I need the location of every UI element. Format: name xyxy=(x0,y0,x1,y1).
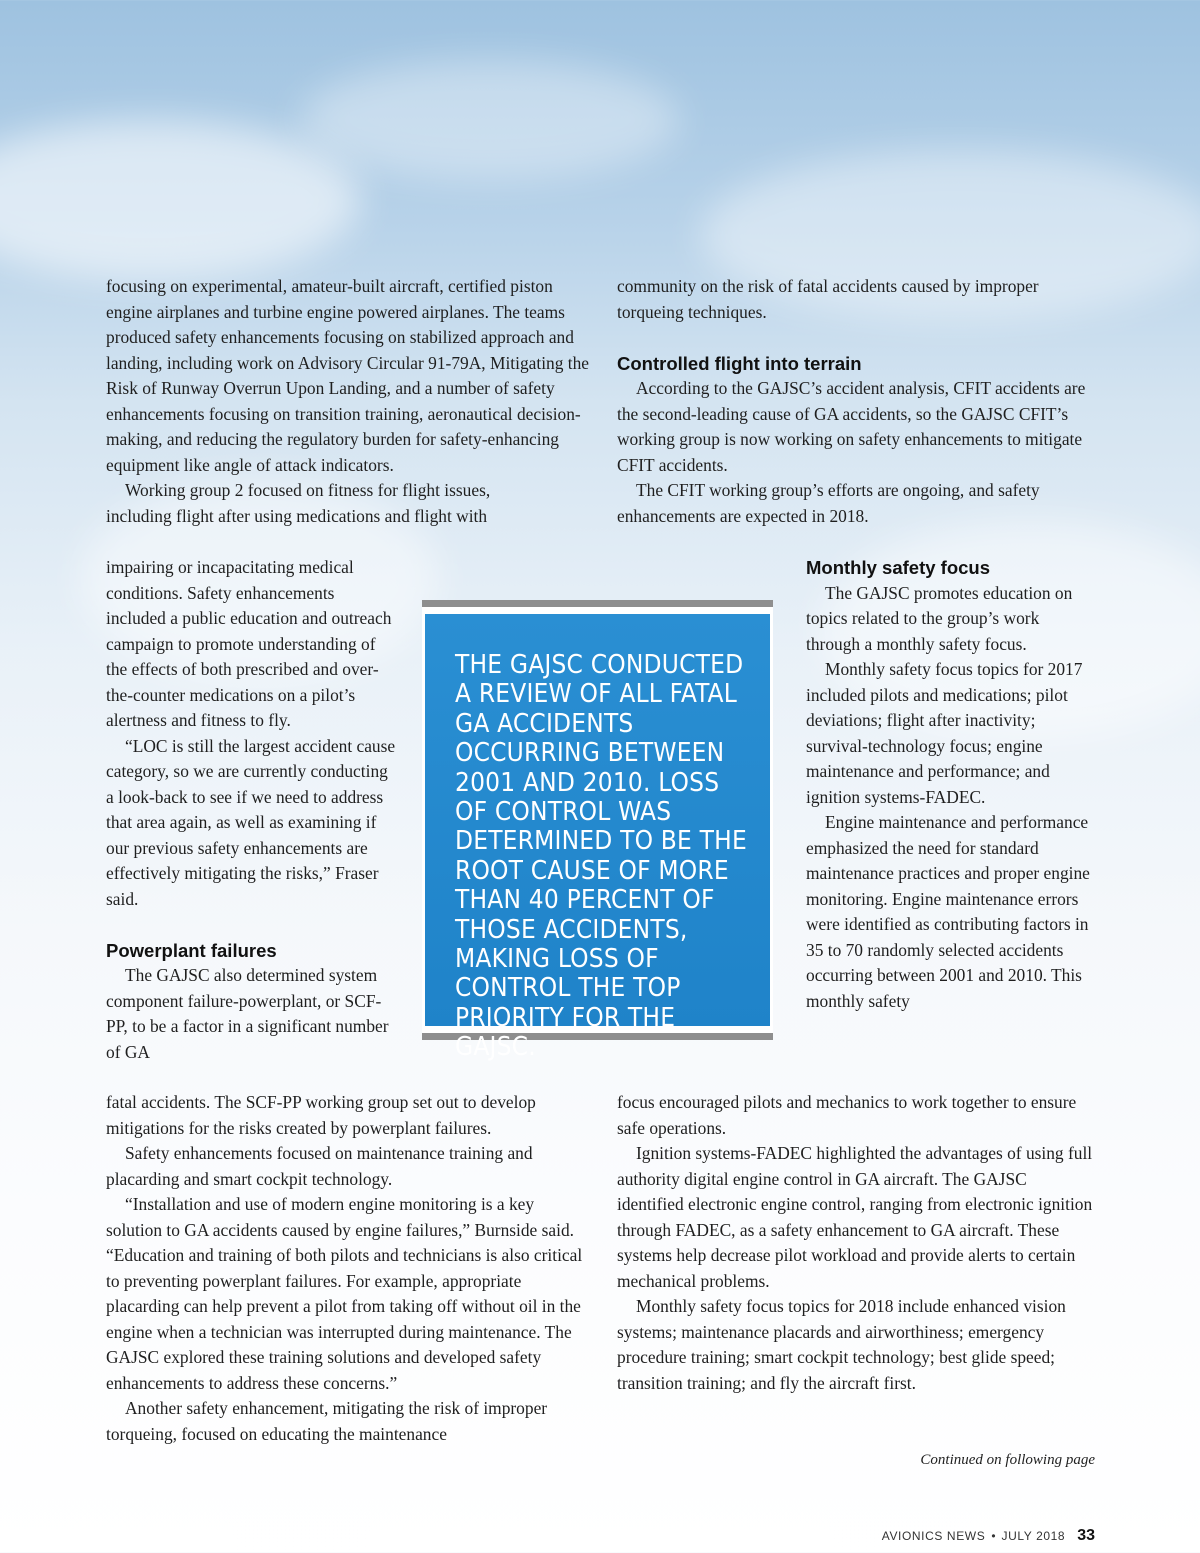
paragraph: impairing or incapacitating medical conditions. Safety enhancements included a public education and outreach campaign to promote understanding of the effects of both prescribed and over-the-counter medications on a pilot’s alertness and fitness to fly. xyxy=(106,557,392,730)
issue-date: JULY 2018 xyxy=(1001,1529,1066,1543)
column-right-bottom xyxy=(617,1090,1095,1396)
paragraph: The GAJSC promotes education on topics related to the group’s work through a monthly safety focus. xyxy=(806,582,1073,654)
column-left-top xyxy=(106,274,593,529)
column-left-bottom xyxy=(106,1090,593,1447)
paragraph: community on the risk of fatal accidents caused by improper torqueing techniques. xyxy=(617,276,1039,322)
paragraph: Working group 2 focused on fitness for flight issues, xyxy=(125,480,491,500)
paragraph: fatal accidents. The SCF-PP working group set out to develop mitigations for the risks created by powerplant failures. xyxy=(106,1092,536,1138)
heading-controlled-flight-into-terrain: Controlled flight into terrain xyxy=(617,352,862,374)
paragraph: Ignition systems-FADEC highlighted the advantages of using full authority digital engine control in GA aircraft. The GAJSC identified electronic engine control, ranging from electronic ignition through FADEC, as a safety enhancement to GA aircraft. These systems help decrease pilot workload and provide alerts to certain mechanical problems. xyxy=(617,1143,1093,1291)
paragraph: Engine maintenance and performance emphasized the need for standard maintenance practices and proper engine monitoring. Engine maintenance errors were identified as contributing factors in 35 to 70 randomly selected accidents occurring between 2001 and 2010. This monthly safety xyxy=(806,812,1090,1011)
paragraph: According to the GAJSC’s accident analysis, CFIT accidents are the second-leading cause of GA accidents, so the GAJSC CFIT’s working group is now working on safety enhancements to mitigate CFIT accidents. xyxy=(617,378,1086,475)
paragraph: The CFIT working group’s efforts are ongoing, and safety enhancements are expected in 2018. xyxy=(617,480,1040,526)
pull-quote-text: THE GAJSC CONDUCTED A REVIEW OF ALL FATAL GA ACCIDENTS OCCURRING BETWEEN 2001 AND 2010. LOSS OF CONTROL WAS DETERMINED TO BE THE ROOT CAUSE OF MORE THAN 40 PERCENT OF THOSE ACCIDENTS, MAKING LOSS OF CONTROL THE TOP PRIORITY FOR THE GAJSC. xyxy=(455,650,747,1063)
spacer xyxy=(617,325,1095,351)
continued-note: Continued on following page xyxy=(920,1452,1095,1468)
paragraph: Monthly safety focus topics for 2018 include enhanced vision systems; maintenance placards and airworthiness; emergency procedure training; smart cockpit technology; best glide speed; transition training; and fly the aircraft first. xyxy=(617,1296,1066,1393)
paragraph: Another safety enhancement, mitigating the risk of improper torqueing, focused on educating the maintenance xyxy=(106,1398,548,1444)
column-right-top xyxy=(617,274,1095,529)
paragraph: The GAJSC also determined system component failure-powerplant, or SCF-PP, to be a factor in a significant number of GA xyxy=(106,965,389,1062)
paragraph: focusing on experimental, amateur-built aircraft, certified piston engine airplanes and turbine engine powered airplanes. The teams produced safety enhancements focusing on stabilized approach and landing, including work on Advisory Circular 91-79A, Mitigating the Risk of Runway Overrun Upon Landing, and a number of safety enhancements focusing on transition training, aeronautical decision-making, and reducing the regulatory burden for safety-enhancing equipment like angle of attack indicators. xyxy=(106,276,590,475)
heading-powerplant-failures: Powerplant failures xyxy=(106,939,277,961)
separator-dot: • xyxy=(991,1529,996,1543)
page-footer xyxy=(860,1527,1095,1545)
pull-quote-background xyxy=(425,614,770,1063)
pull-quote-box xyxy=(422,600,773,1063)
heading-monthly-safety-focus: Monthly safety focus xyxy=(806,557,990,578)
paragraph: “Installation and use of modern engine monitoring is a key solution to GA accidents caused by engine failures,” Burnside said. “Education and training of both pilots and technicians is also critical to preventing powerplant failures. For example, appropriate placarding can help prevent a pilot from taking off without oil in the engine when a technician was interrupted during maintenance. The GAJSC explored these training solutions and developed safety enhancements to address these concerns.” xyxy=(106,1194,583,1393)
paragraph: “LOC is still the largest accident cause category, so we are currently conducting a look-back to see if we need to address that area again, as well as examining if our previous safety enhancements are effectively mitigating the risks,” Fraser said. xyxy=(106,735,396,909)
sky-cloud xyxy=(300,60,680,180)
paragraph: including flight after using medications and flight with xyxy=(106,505,488,526)
publication-name: AVIONICS NEWS xyxy=(881,1529,986,1543)
page-number: 33 xyxy=(1077,1527,1095,1544)
paragraph: Safety enhancements focused on maintenance training and placarding and smart cockpit technology. xyxy=(106,1143,533,1189)
spacer xyxy=(106,912,396,938)
paragraph: focus encouraged pilots and mechanics to work together to ensure safe operations. xyxy=(617,1092,1077,1138)
column-left-narrow xyxy=(106,555,396,1065)
sky-cloud xyxy=(0,120,360,280)
paragraph: Monthly safety focus topics for 2017 included pilots and medications; pilot deviations; flight after inactivity; survival-technology focus; engine maintenance and performance; and ignition systems-FADEC. xyxy=(806,659,1083,807)
column-right-narrow xyxy=(806,555,1096,1014)
